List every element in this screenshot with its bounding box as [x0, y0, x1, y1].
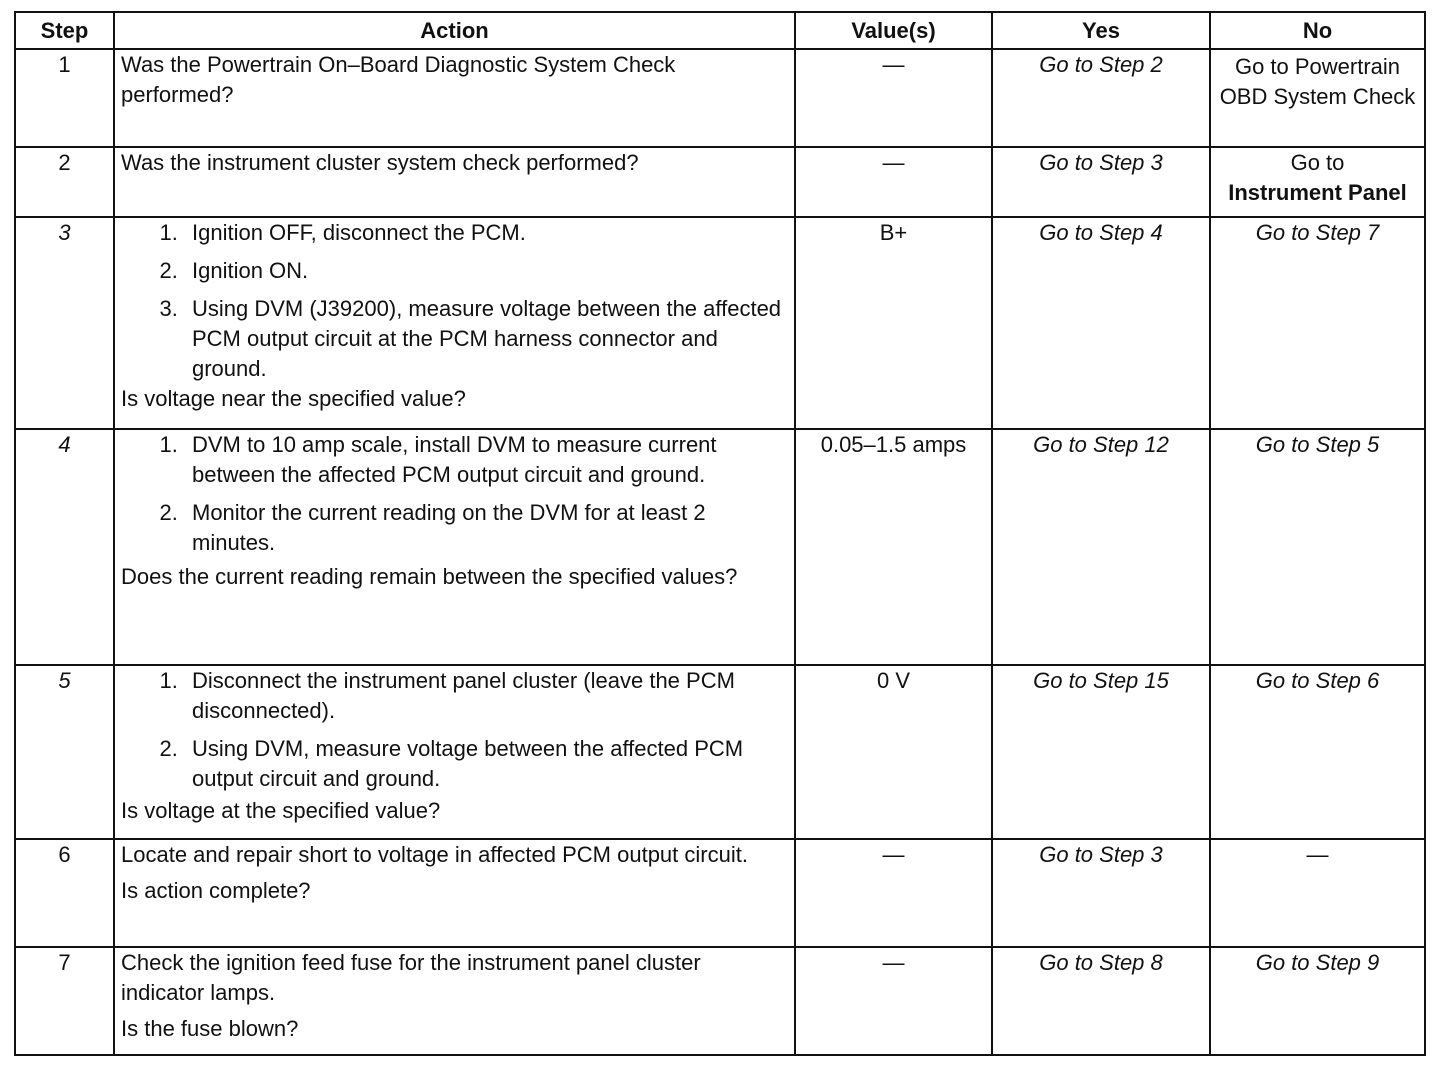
action-step: 3. Using DVM (J39200), measure voltage between the affected PCM output circuit at the PCM harness connector and ground.: [184, 294, 788, 384]
yes-link[interactable]: Go to Step 4: [992, 217, 1210, 429]
diagnostic-table: [14, 11, 1426, 1056]
header-yes: Yes: [992, 12, 1210, 49]
action-question: Is action complete?: [121, 878, 311, 903]
action-question: Was the instrument cluster system check performed?: [121, 150, 639, 175]
no-link[interactable]: [1210, 147, 1425, 217]
yes-link[interactable]: Go to Step 3: [992, 839, 1210, 947]
action-step: 2. Using DVM, measure voltage between the affected PCM output circuit and ground.: [184, 734, 788, 794]
action-text: [114, 947, 795, 1055]
action-step: 2. Ignition ON.: [184, 256, 788, 286]
action-text: [114, 839, 795, 947]
action-instruction: Check the ignition feed fuse for the instrument panel cluster indicator lamps.: [121, 950, 701, 1005]
action-step: 1. Ignition OFF, disconnect the PCM.: [184, 218, 788, 248]
action-step: 2. Monitor the current reading on the DVM for at least 2 minutes.: [184, 498, 788, 558]
yes-link[interactable]: Go to Step 15: [992, 665, 1210, 839]
step-number: 4: [15, 429, 114, 665]
table-row: [15, 147, 1425, 217]
value-cell: —: [795, 839, 992, 947]
step-number: 7: [15, 947, 114, 1055]
action-question: Is the fuse blown?: [121, 1016, 299, 1041]
action-step: 1. Disconnect the instrument panel cluster (leave the PCM disconnected).: [184, 666, 788, 726]
action-text: [114, 665, 795, 839]
action-text: [114, 147, 795, 217]
value-cell: —: [795, 49, 992, 147]
no-link[interactable]: Go to Step 6: [1210, 665, 1425, 839]
value-cell: —: [795, 147, 992, 217]
yes-link[interactable]: Go to Step 8: [992, 947, 1210, 1055]
table-row: [15, 947, 1425, 1055]
step-number: 2: [15, 147, 114, 217]
no-link[interactable]: Go to Step 9: [1210, 947, 1425, 1055]
value-cell: 0 V: [795, 665, 992, 839]
action-text: [114, 429, 795, 665]
table-row: [15, 49, 1425, 147]
yes-link[interactable]: Go to Step 3: [992, 147, 1210, 217]
header-values: Value(s): [795, 12, 992, 49]
action-steps: [121, 218, 788, 384]
step-number: 6: [15, 839, 114, 947]
action-question: Was the Powertrain On–Board Diagnostic System Check performed?: [121, 52, 676, 107]
value-cell: 0.05–1.5 amps: [795, 429, 992, 665]
step-number: 5: [15, 665, 114, 839]
header-action: Action: [114, 12, 795, 49]
step-number: 3: [15, 217, 114, 429]
yes-link[interactable]: Go to Step 12: [992, 429, 1210, 665]
action-steps: [121, 666, 788, 794]
table-row: [15, 429, 1425, 665]
header-step: Step: [15, 12, 114, 49]
step-number: 1: [15, 49, 114, 147]
no-link-line1: Go to: [1290, 150, 1345, 175]
no-link[interactable]: Go to Step 5: [1210, 429, 1425, 665]
action-text: [114, 217, 795, 429]
action-steps: [121, 430, 788, 558]
action-text: [114, 49, 795, 147]
value-cell: B+: [795, 217, 992, 429]
action-step: 1. DVM to 10 amp scale, install DVM to measure current between the affected PCM output circuit and ground.: [184, 430, 788, 490]
no-link-line2: Instrument Panel: [1228, 180, 1407, 205]
action-question: Does the current reading remain between the specified values?: [121, 564, 738, 589]
table-row: [15, 839, 1425, 947]
table-row: [15, 217, 1425, 429]
header-row: [15, 12, 1425, 49]
no-link[interactable]: Go to Step 7: [1210, 217, 1425, 429]
no-value: —: [1210, 839, 1425, 947]
yes-link[interactable]: Go to Step 2: [992, 49, 1210, 147]
value-cell: —: [795, 947, 992, 1055]
action-question: Is voltage at the specified value?: [121, 798, 441, 823]
action-question: Is voltage near the specified value?: [121, 386, 466, 411]
no-link[interactable]: Go to Powertrain OBD System Check: [1210, 49, 1425, 147]
table-row: [15, 665, 1425, 839]
header-no: No: [1210, 12, 1425, 49]
action-instruction: Locate and repair short to voltage in affected PCM output circuit.: [121, 842, 748, 867]
